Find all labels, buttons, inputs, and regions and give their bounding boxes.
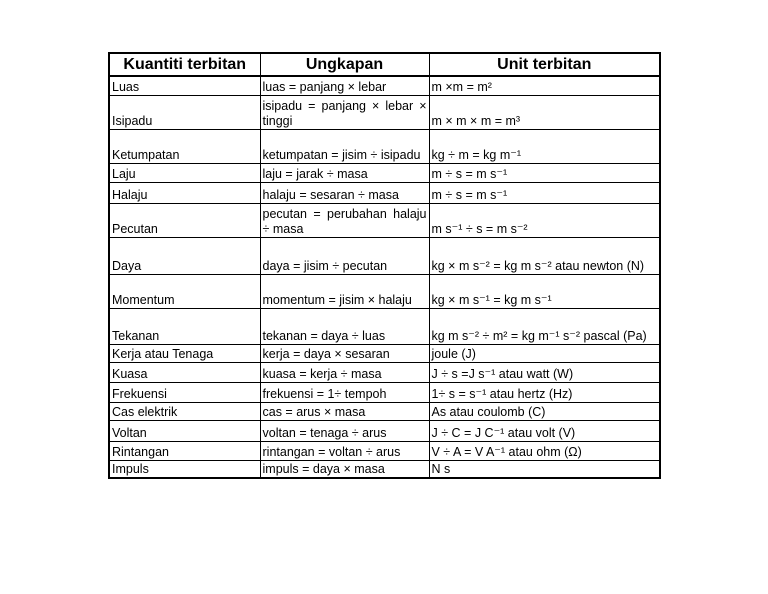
quantity-cell: Kuasa bbox=[109, 362, 260, 382]
expression-cell: frekuensi = 1÷ tempoh bbox=[260, 382, 429, 402]
table-row bbox=[109, 308, 660, 344]
unit-cell: m ×m = m² bbox=[429, 76, 660, 95]
table-row bbox=[109, 344, 660, 362]
quantity-cell: Isipadu bbox=[109, 95, 260, 129]
quantity-cell: Voltan bbox=[109, 420, 260, 441]
unit-cell: 1÷ s = s⁻¹ atau hertz (Hz) bbox=[429, 382, 660, 402]
quantity-cell: Laju bbox=[109, 163, 260, 182]
quantity-cell: Impuls bbox=[109, 460, 260, 478]
table-header bbox=[109, 53, 660, 76]
table-row bbox=[109, 163, 660, 182]
expression-cell: luas = panjang × lebar bbox=[260, 76, 429, 95]
header-row bbox=[109, 53, 660, 76]
quantity-cell: Pecutan bbox=[109, 203, 260, 237]
unit-cell: m ÷ s = m s⁻¹ bbox=[429, 163, 660, 182]
unit-cell: As atau coulomb (C) bbox=[429, 402, 660, 420]
table-body bbox=[109, 76, 660, 478]
table-row bbox=[109, 382, 660, 402]
unit-cell: kg × m s⁻² = kg m s⁻² atau newton (N) bbox=[429, 237, 660, 274]
header-quantity: Kuantiti terbitan bbox=[109, 53, 260, 76]
expression-cell: tekanan = daya ÷ luas bbox=[260, 308, 429, 344]
table-row bbox=[109, 76, 660, 95]
header-unit: Unit terbitan bbox=[429, 53, 660, 76]
expression-cell: impuls = daya × masa bbox=[260, 460, 429, 478]
expression-cell: pecutan = perubahan halaju ÷ masa bbox=[260, 203, 429, 237]
unit-cell: J ÷ C = J C⁻¹ atau volt (V) bbox=[429, 420, 660, 441]
quantity-cell: Rintangan bbox=[109, 441, 260, 460]
table-row bbox=[109, 402, 660, 420]
quantity-cell: Ketumpatan bbox=[109, 129, 260, 163]
expression-cell: laju = jarak ÷ masa bbox=[260, 163, 429, 182]
unit-cell: J ÷ s =J s⁻¹ atau watt (W) bbox=[429, 362, 660, 382]
table-row bbox=[109, 362, 660, 382]
unit-cell: joule (J) bbox=[429, 344, 660, 362]
unit-cell: N s bbox=[429, 460, 660, 478]
expression-cell: isipadu = panjang × lebar × tinggi bbox=[260, 95, 429, 129]
table-row bbox=[109, 420, 660, 441]
expression-cell: halaju = sesaran ÷ masa bbox=[260, 182, 429, 203]
table-row bbox=[109, 95, 660, 129]
expression-cell: voltan = tenaga ÷ arus bbox=[260, 420, 429, 441]
quantity-cell: Daya bbox=[109, 237, 260, 274]
quantity-cell: Momentum bbox=[109, 274, 260, 308]
quantity-cell: Frekuensi bbox=[109, 382, 260, 402]
table-row bbox=[109, 274, 660, 308]
quantity-cell: Tekanan bbox=[109, 308, 260, 344]
expression-cell: ketumpatan = jisim ÷ isipadu bbox=[260, 129, 429, 163]
derived-units-table bbox=[108, 52, 661, 479]
unit-cell: kg × m s⁻¹ = kg m s⁻¹ bbox=[429, 274, 660, 308]
table-row bbox=[109, 129, 660, 163]
expression-cell: cas = arus × masa bbox=[260, 402, 429, 420]
unit-cell: m s⁻¹ ÷ s = m s⁻² bbox=[429, 203, 660, 237]
header-expression: Ungkapan bbox=[260, 53, 429, 76]
unit-cell: m ÷ s = m s⁻¹ bbox=[429, 182, 660, 203]
table-row bbox=[109, 182, 660, 203]
unit-cell: kg ÷ m = kg m⁻¹ bbox=[429, 129, 660, 163]
expression-cell: daya = jisim ÷ pecutan bbox=[260, 237, 429, 274]
quantity-cell: Luas bbox=[109, 76, 260, 95]
unit-cell: V ÷ A = V A⁻¹ atau ohm (Ω) bbox=[429, 441, 660, 460]
quantity-cell: Cas elektrik bbox=[109, 402, 260, 420]
table-row bbox=[109, 203, 660, 237]
expression-cell: momentum = jisim × halaju bbox=[260, 274, 429, 308]
expression-cell: rintangan = voltan ÷ arus bbox=[260, 441, 429, 460]
expression-cell: kuasa = kerja ÷ masa bbox=[260, 362, 429, 382]
quantity-cell: Halaju bbox=[109, 182, 260, 203]
table-row bbox=[109, 460, 660, 478]
table-row bbox=[109, 441, 660, 460]
unit-cell: m × m × m = m³ bbox=[429, 95, 660, 129]
expression-cell: kerja = daya × sesaran bbox=[260, 344, 429, 362]
quantity-cell: Kerja atau Tenaga bbox=[109, 344, 260, 362]
table-row bbox=[109, 237, 660, 274]
unit-cell: kg m s⁻² ÷ m² = kg m⁻¹ s⁻² pascal (Pa) bbox=[429, 308, 660, 344]
